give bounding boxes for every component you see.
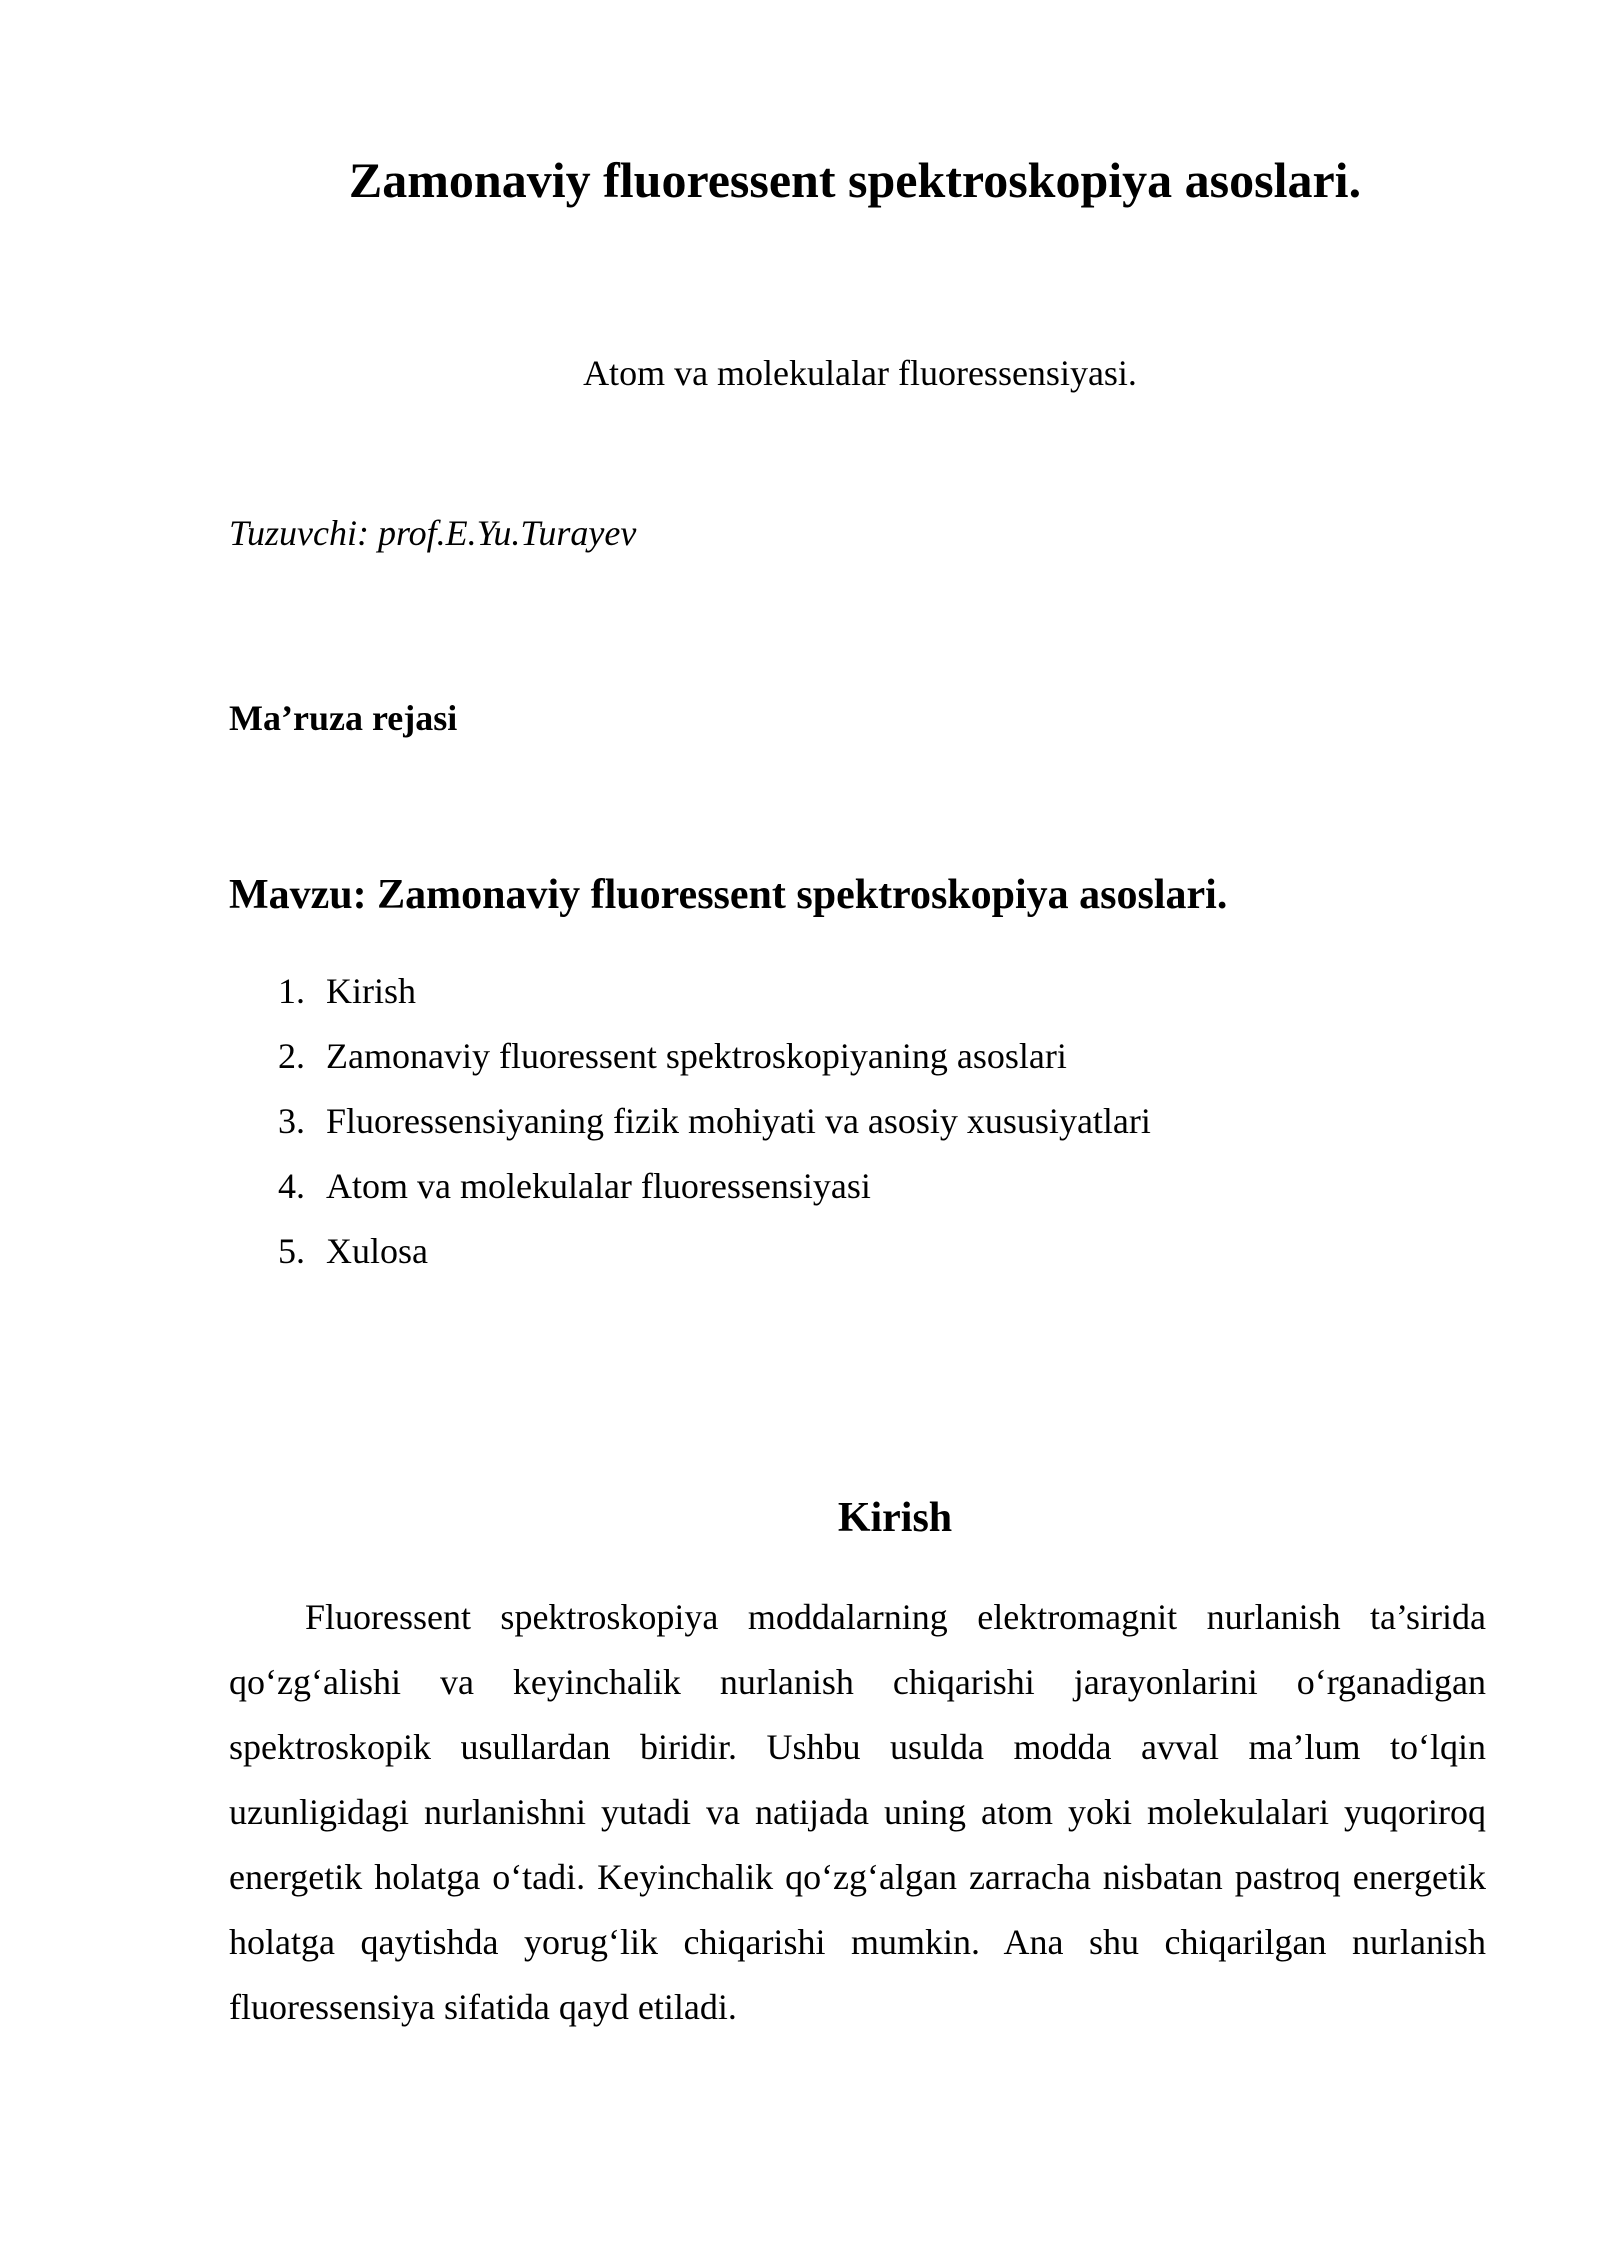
author-line: Tuzuvchi: prof.E.Yu.Turayev (229, 513, 637, 553)
plan-item-number: 5. (278, 1231, 305, 1271)
plan-item-text: Atom va molekulalar fluoressensiyasi (326, 1166, 871, 1206)
introduction-paragraph: Fluoressent spektroskopiya moddalarning elektromagnit nurlanish ta’sirida qo‘zg‘alishi va keyinchalik nurlanish chiqarishi jarayonlarini o‘rganadigan spektroskopik usullardan biridir. Ushbu usulda modda avval ma’lum to‘lqin uzunligidagi nurlanishni yutadi va natijada uning atom yoki molekulalari yuqoriroq energetik holatga o‘tadi. Keyinchalik qo‘zg‘algan zarracha nisbatan pastroq energetik holatga qaytishda yorug‘lik chiqarishi mumkin. Ana shu chiqarilgan nurlanish fluoressensiya sifatida qayd etiladi. (229, 1597, 1486, 2027)
plan-list (229, 965, 1151, 1290)
plan-item-text: Kirish (326, 971, 416, 1011)
plan-list-item (229, 965, 1151, 1030)
section-heading-introduction: Kirish (837, 1495, 953, 1541)
plan-item-number: 2. (278, 1036, 305, 1076)
plan-item-text: Xulosa (326, 1231, 428, 1271)
plan-list-item (229, 1030, 1151, 1095)
document-subtitle: Atom va molekulalar fluoressensiyasi. (583, 353, 1137, 393)
plan-item-number: 1. (278, 971, 305, 1011)
plan-list-item (229, 1160, 1151, 1225)
lecture-plan-heading: Ma’ruza rejasi (229, 698, 458, 738)
topic-heading: Mavzu: Zamonaviy fluoressent spektroskopiya asoslari. (229, 872, 1228, 918)
plan-item-text: Fluoressensiyaning fizik mohiyati va asosiy xususiyatlari (326, 1101, 1151, 1141)
plan-item-number: 3. (278, 1101, 305, 1141)
plan-list-item (229, 1095, 1151, 1160)
document-title: Zamonaviy fluoressent spektroskopiya asoslari. (348, 152, 1362, 208)
plan-item-text: Zamonaviy fluoressent spektroskopiyaning asoslari (326, 1036, 1067, 1076)
plan-list-item (229, 1225, 1151, 1290)
plan-item-number: 4. (278, 1166, 305, 1206)
